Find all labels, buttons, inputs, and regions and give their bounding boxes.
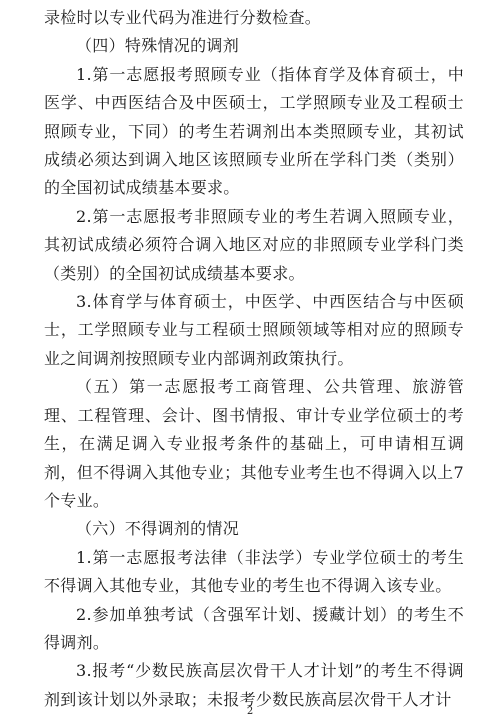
paragraph-special-1: 1.第一志愿报考照顾专业（指体育学及体育硕士，中医学、中西医结合及中医硕士，工学照顾专业及工程硕士照顾专业，下同）的考生若调剂出本类照顾专业，其初试成绩必须达到调入地区该照顾专业所在学科门类（类别）的全国初试成绩基本要求。 <box>44 64 464 198</box>
document-body <box>44 4 464 714</box>
paragraph-no-adjustment-1: 1.第一志愿报考法律（非法学）专业学位硕士的考生不得调入其他专业，其他专业的考生也不得调入该专业。 <box>44 547 464 596</box>
paragraph-special-2: 2.第一志愿报考非照顾专业的考生若调入照顾专业，其初试成绩必须符合调入地区对应的非照顾专业学科门类（类别）的全国初试成绩基本要求。 <box>44 206 464 283</box>
heading-no-adjustment: （六）不得调剂的情况 <box>76 519 240 539</box>
paragraph-no-adjustment-2: 2.参加单独考试（含强军计划、援藏计划）的考生不得调剂。 <box>44 604 464 652</box>
paragraph-no-adjustment-3: 3.报考“少数民族高层次骨干人才计划”的考生不得调剂到该计划以外录取；未报考少数民族高层次骨干人才计 <box>44 661 464 709</box>
paragraph-section-five: （五）第一志愿报考工商管理、公共管理、旅游管理、工程管理、会计、图书情报、审计专业学位硕士的考生，在满足调入专业报考条件的基础上，可申请相互调剂，但不得调入其他专业；其他专业考生也不得调入以上7个专业。 <box>44 377 464 510</box>
paragraph-score-check: 录检时以专业代码为准进行分数检查。 <box>44 8 322 27</box>
paragraph-special-3: 3.体育学与体育硕士，中医学、中西医结合与中医硕士，工学照顾专业与工程硕士照顾领域等相对应的照顾专业之间调剂按照顾专业内部调剂政策执行。 <box>44 292 464 368</box>
heading-special-cases: （四）特殊情况的调剂 <box>76 36 240 56</box>
page-number: 2 <box>246 706 254 717</box>
